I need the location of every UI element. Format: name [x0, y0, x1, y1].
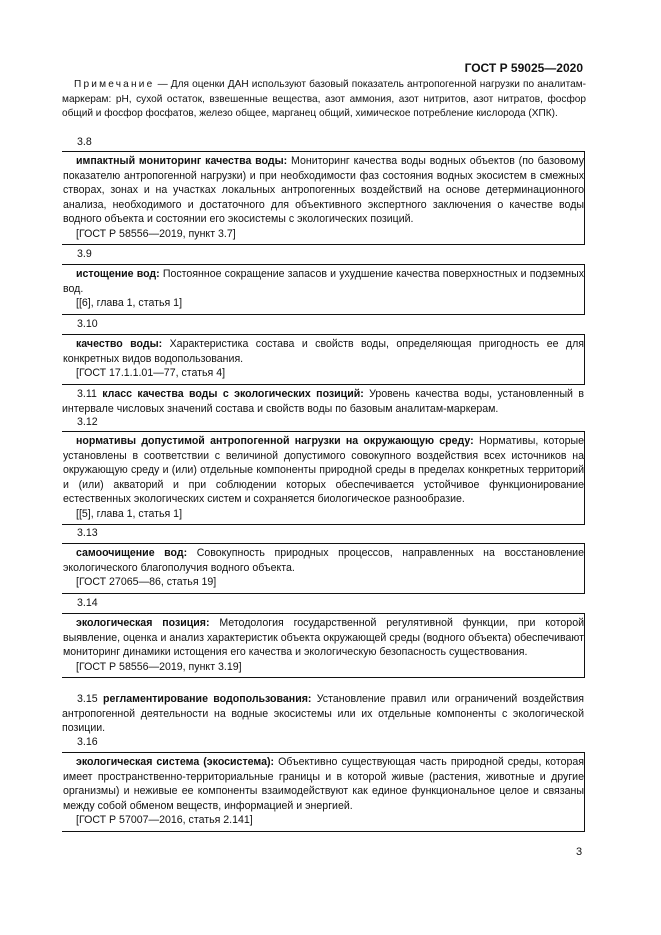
term-box [62, 543, 585, 594]
term-definition [63, 265, 584, 296]
document-header: ГОСТ Р 59025—2020 [464, 61, 583, 75]
term-name: класс качества воды с экологических позиций: [102, 388, 364, 400]
term-text: Мониторинг качества воды водных объектов (по базовому показателю антропогенной нагрузки) и при необходимости фаз состояния водных экосистем в смежных створах, зонах и на участках локальных антропогенных воздействий на основе детерминационного анализа, необходимого и достаточного для объективного экспертного заключения о качестве воды водного объекта и состоянии его экосистемы с экологических позиций. [63, 155, 584, 225]
term-plain-paragraph [62, 692, 584, 736]
term-name: самоочищение вод: [76, 547, 188, 559]
term-name: качество воды: [76, 338, 163, 350]
term-name: истощение вод: [76, 268, 160, 280]
term-text: Объективно существующая часть природной среды, которая имеет пространственно-территориальные границы и в которой живые (растения, животные и другие организмы) и неживые ее компоненты взаимодействуют как единое функциональное целое и связаны между собой обменом веществ, информацией и энергией. [63, 756, 584, 812]
term-box [62, 334, 585, 385]
term-number: 3.15 [77, 693, 98, 705]
term-text: Нормативы, которые установлены в соответствии с величиной допустимого совокупного воздействия всех источников на окружающую среду и (или) отдельные компоненты природной среды в пределах конкретных территорий и (или) акваторий и при соблюдении которых обеспечивается устойчивое функционирование естественных экологических систем и сохраняется биологическое разнообразие. [63, 435, 584, 505]
term-box [62, 431, 585, 525]
term-reference: [ГОСТ 17.1.1.01—77, статья 4] [76, 367, 226, 379]
term-plain-paragraph [62, 387, 584, 416]
term-number: 3.14 [77, 597, 98, 609]
note-paragraph [62, 78, 586, 122]
term-text: Уровень качества воды, установленный в интервале числовых значений состава и свойств воды по базовым аналитам-маркерам. [62, 388, 584, 415]
term-number: 3.16 [77, 736, 98, 748]
page-number: 3 [576, 846, 583, 858]
term-text: Методология государственной регулятивной функции, при которой выявление, оценка и анализ характеристик объекта окружающей среды (водного объекта) обеспечивают мониторинг динамики истощения его качества и экологическую безопасность существования. [63, 617, 585, 658]
term-box [62, 151, 585, 245]
term-definition [63, 432, 584, 507]
term-reference: [ГОСТ Р 58556—2019, пункт 3.7] [76, 227, 236, 240]
term-definition [63, 335, 584, 366]
term-number: 3.9 [77, 248, 92, 260]
term-definition [63, 614, 584, 660]
term-reference: [[5], глава 1, статья 1] [76, 507, 183, 520]
term-box [62, 613, 585, 678]
term-reference: [ГОСТ 27065—86, статья 19] [76, 576, 217, 588]
term-name: нормативы допустимой антропогенной нагрузки на окружающую среду: [76, 435, 474, 447]
term-box [62, 752, 585, 832]
term-number: 3.11 [77, 388, 97, 400]
term-reference: [[6], глава 1, статья 1] [76, 297, 183, 309]
term-text: Совокупность природных процессов, направленных на восстановление экологического благополучия водного объекта. [63, 547, 584, 574]
term-definition [63, 152, 584, 227]
note-text: — Для оценки ДАН используют базовый показатель антропогенной нагрузки по аналитам-маркерам: рН, сухой остаток, взвешенные вещества, азот аммония, азот нитритов, азот нитратов, фосфор общий и фосфор фосфатов, железо общее, марганец общий, химическое потребление кислорода (ХПК). [62, 79, 586, 119]
term-name: экологическая система (экосистема): [76, 756, 275, 768]
term-box [62, 264, 585, 315]
term-reference: [ГОСТ Р 58556—2019, пункт 3.19] [76, 660, 242, 673]
note-label: Примечание [74, 79, 155, 90]
term-text: Постоянное сокращение запасов и ухудшение качества поверхностных и подземных вод. [63, 268, 584, 295]
term-text: Установление правил или ограничений воздействия антропогенной деятельности на водные экосистемы или их отдельные компоненты с экологической позиции. [62, 693, 584, 734]
term-reference: [ГОСТ Р 57007—2016, статья 2.141] [76, 814, 253, 826]
term-name: импактный мониторинг качества воды: [76, 155, 288, 167]
term-number: 3.10 [77, 318, 98, 330]
term-number: 3.8 [77, 136, 92, 148]
term-name: экологическая позиция: [76, 617, 210, 629]
term-name: регламентирование водопользования: [102, 693, 312, 705]
term-definition [63, 544, 584, 575]
term-text: Характеристика состава и свойств воды, определяющая пригодность ее для конкретных видов водопользования. [63, 338, 584, 365]
term-number: 3.12 [77, 416, 98, 428]
term-number: 3.13 [77, 527, 98, 539]
term-definition [63, 753, 584, 813]
